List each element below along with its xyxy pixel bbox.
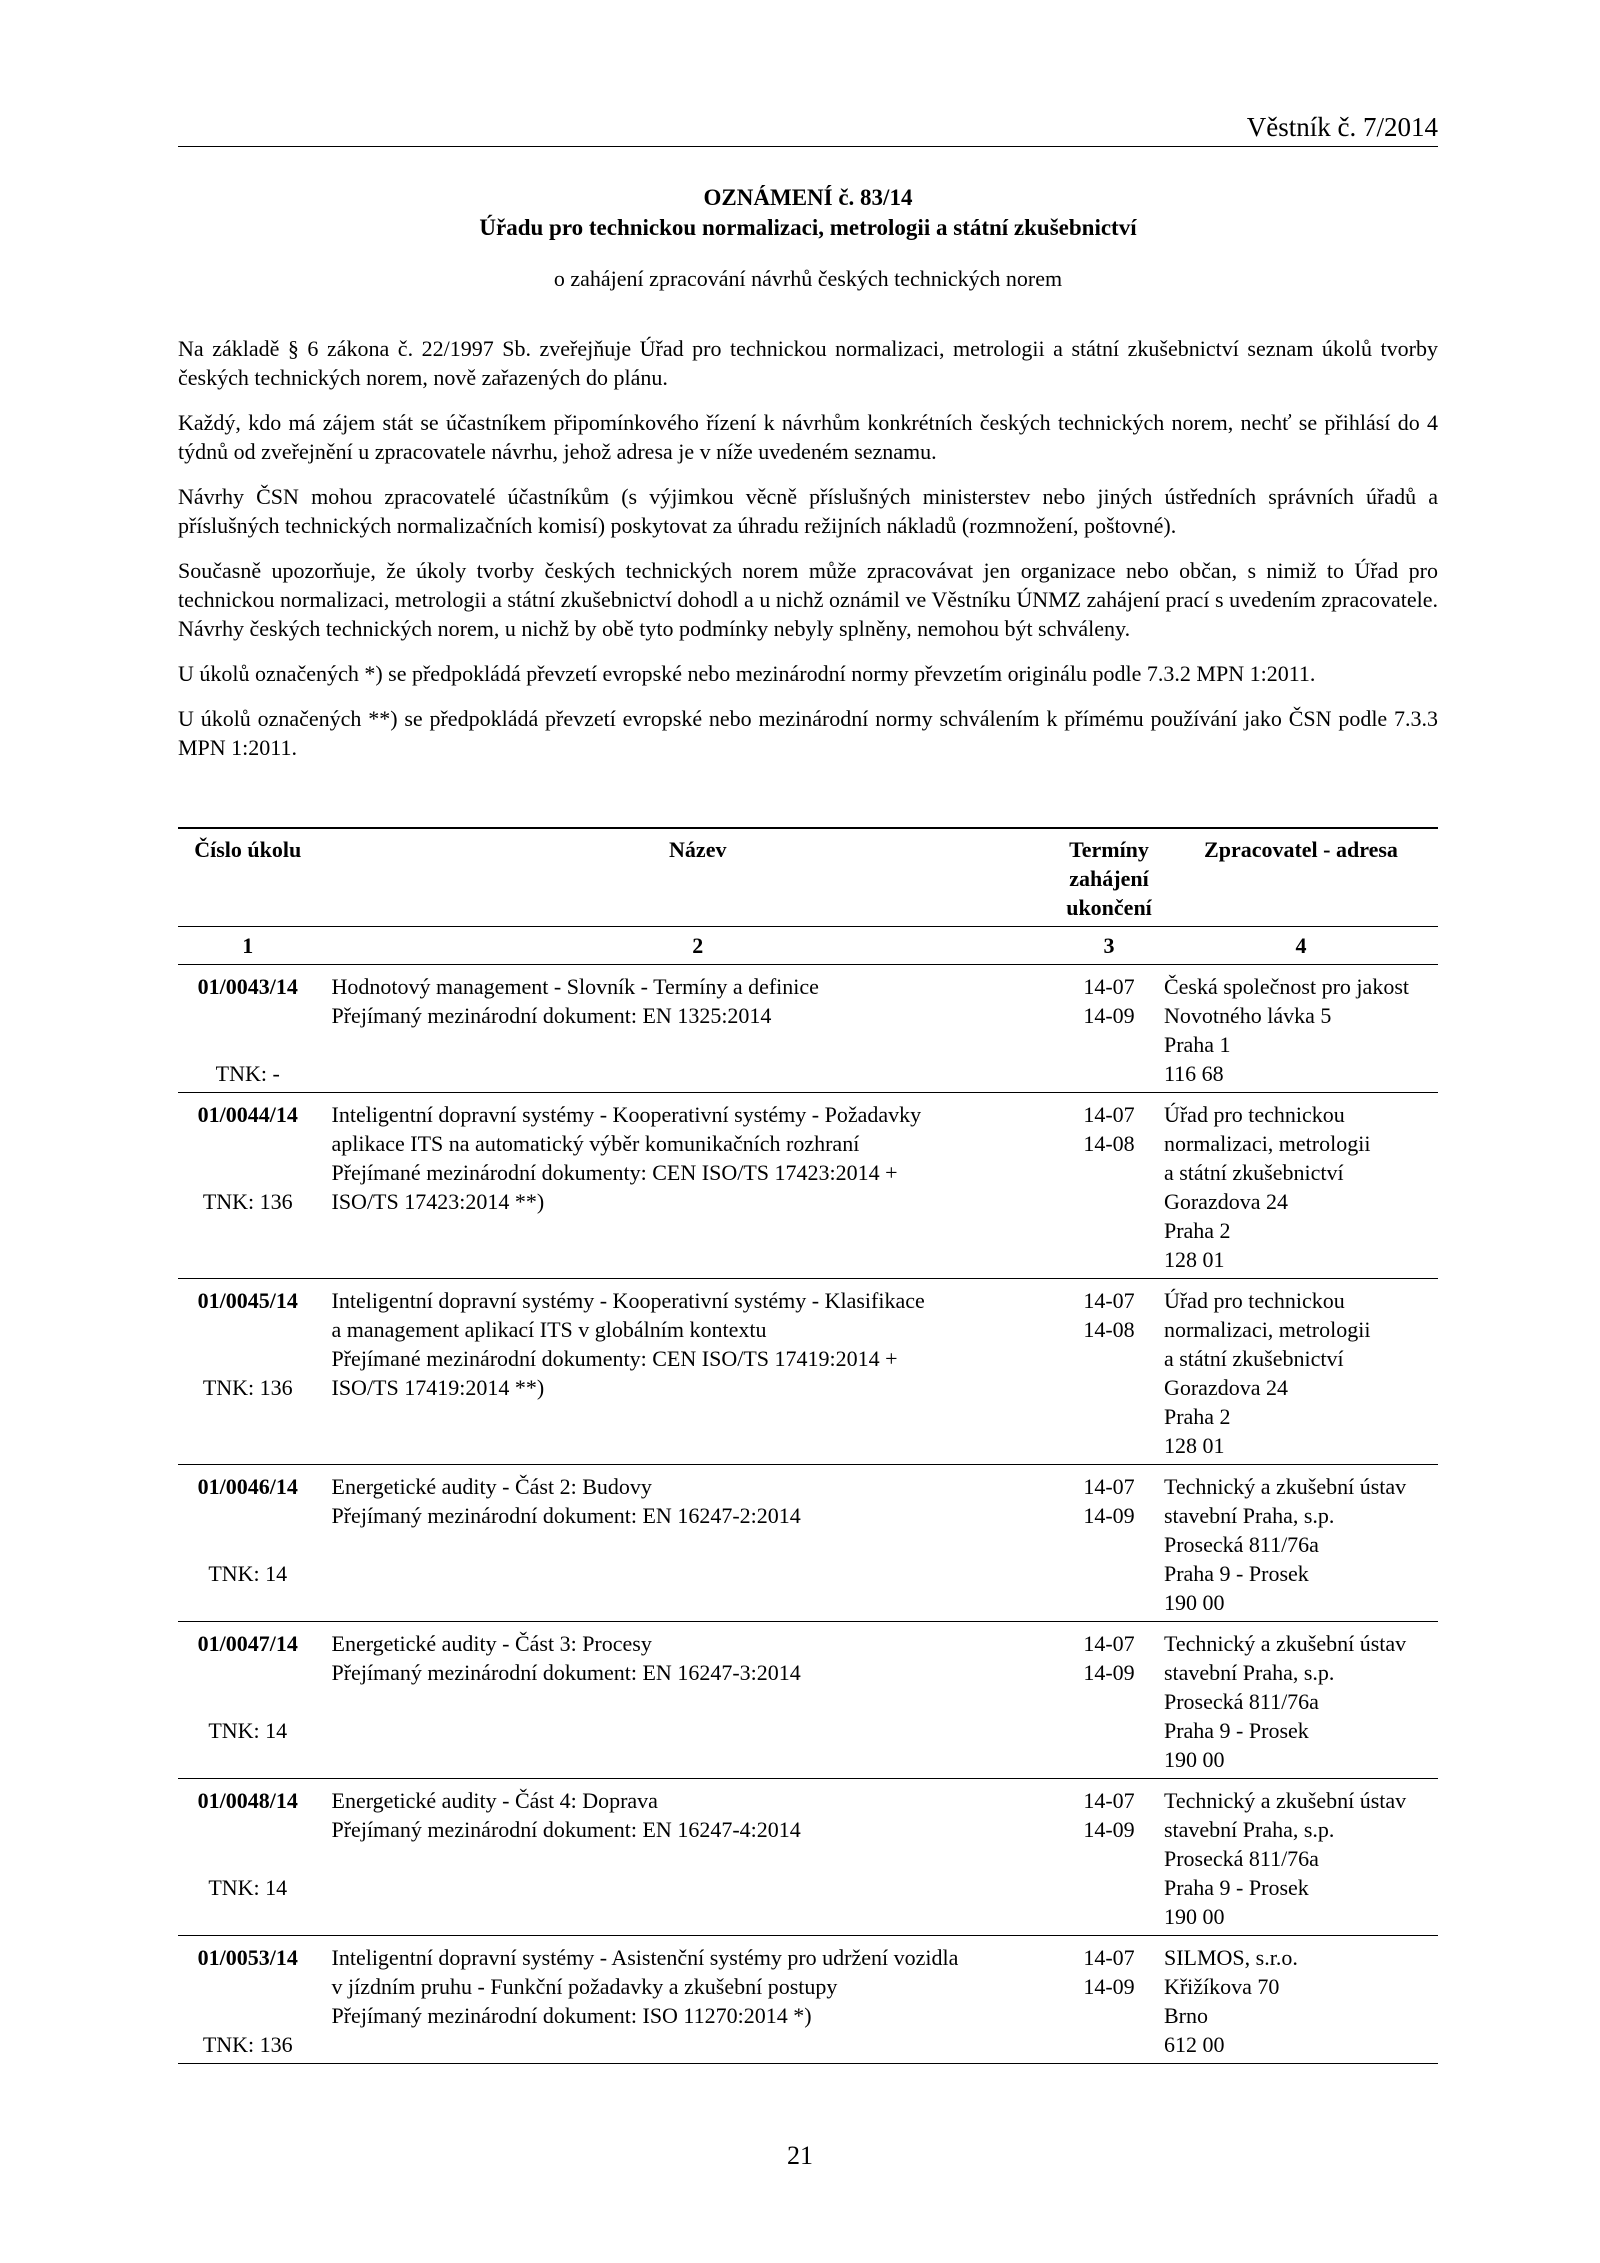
tnk-label: TNK: 14 — [208, 1875, 288, 1900]
header-terms-line: ukončení — [1066, 895, 1152, 920]
page-number: 21 — [787, 2141, 813, 2170]
header-terms-line: Termíny — [1069, 837, 1149, 862]
start-term: 14-07 — [1083, 1945, 1135, 1970]
paragraph: Každý, kdo má zájem stát se účastníkem připomínkového řízení k návrhům konkrétních českých technických norem, nechť se přihlásí do 4 týdnů od zveřejnění u zpracovatele návrhu, jehož adresa je v níže uvedeném seznamu. — [178, 410, 1438, 464]
tnk-label: TNK: 136 — [202, 2032, 293, 2057]
address-line: 128 01 — [1163, 1247, 1225, 1272]
table-row — [178, 965, 1438, 1093]
task-name-cell — [332, 1465, 1065, 1622]
announcement-body — [178, 334, 1438, 778]
task-terms-cell — [1064, 1093, 1154, 1279]
processor-address-cell — [1154, 965, 1438, 1093]
column-number: 4 — [1154, 927, 1438, 965]
task-number-cell — [178, 1279, 332, 1465]
task-name-line: v jízdním pruhu - Funkční požadavky a zkušební postupy — [331, 1974, 838, 1999]
task-name-line: Přejímaný mezinárodní dokument: EN 16247-4:2014 — [331, 1817, 801, 1842]
processor-address-cell — [1154, 1779, 1438, 1936]
task-name-line: Přejímaný mezinárodní dokument: EN 16247-3:2014 — [331, 1660, 801, 1685]
header-processor-address: Zpracovatel - adresa — [1154, 828, 1438, 927]
tnk-label: TNK: 136 — [202, 1375, 293, 1400]
address-line: SILMOS, s.r.o. — [1163, 1945, 1298, 1970]
address-line: 128 01 — [1163, 1433, 1225, 1458]
task-number-cell — [178, 1465, 332, 1622]
paragraph: U úkolů označených **) se předpokládá převzetí evropské nebo mezinárodní normy schválením k přímému používání jako ČSN podle 7.3.3 MPN 1:2011. — [178, 706, 1438, 760]
table-row — [178, 1779, 1438, 1936]
start-term: 14-07 — [1083, 1631, 1135, 1656]
address-line: Úřad pro technickou — [1163, 1102, 1345, 1127]
end-term: 14-08 — [1083, 1131, 1135, 1156]
task-name-cell — [332, 1279, 1065, 1465]
processor-address-cell — [1154, 1093, 1438, 1279]
header-rule — [178, 146, 1438, 147]
column-number: 1 — [178, 927, 332, 965]
tnk-label: TNK: 14 — [208, 1561, 288, 1586]
task-name-line: Přejímané mezinárodní dokumenty: CEN ISO/TS 17419:2014 + — [331, 1346, 898, 1371]
header-terms-line: zahájení — [1069, 866, 1149, 891]
paragraph: Současně upozorňuje, že úkoly tvorby českých technických norem může zpracovávat jen organizace nebo občan, s nimiž to Úřad pro technickou normalizaci, metrologii a státní zkušebnictví dohodl a u nichž oznámil ve Věstníku ÚNMZ zahájení prací s uvedením zpracovatele. Návrhy českých technických norem, u nichž by obě tyto podmínky nebyly splněny, nemohou být schváleny. — [178, 558, 1438, 641]
issuing-office: Úřadu pro technickou normalizaci, metrologii a státní zkušebnictví — [479, 215, 1137, 240]
task-number-cell — [178, 965, 332, 1093]
end-term: 14-09 — [1083, 1660, 1135, 1685]
start-term: 14-07 — [1083, 1102, 1135, 1127]
processor-address-cell — [1154, 1465, 1438, 1622]
address-line: normalizaci, metrologii — [1163, 1317, 1371, 1342]
task-name-cell — [332, 1936, 1065, 2064]
start-term: 14-07 — [1083, 1788, 1135, 1813]
paragraph: Na základě § 6 zákona č. 22/1997 Sb. zveřejňuje Úřad pro technickou normalizaci, metrologii a státní zkušebnictví seznam úkolů tvorby českých technických norem, nově zařazených do plánu. — [178, 336, 1438, 390]
announcement-title — [178, 183, 1438, 294]
end-term: 14-09 — [1083, 1817, 1135, 1842]
task-terms-cell — [1064, 1622, 1154, 1779]
task-terms-cell — [1064, 1936, 1154, 2064]
address-line: Gorazdova 24 — [1163, 1375, 1288, 1400]
address-line: 190 00 — [1163, 1747, 1225, 1772]
task-number: 01/0043/14 — [197, 974, 298, 999]
task-name-line: Přejímaný mezinárodní dokument: ISO 11270:2014 *) — [331, 2003, 812, 2028]
address-line: Prosecká 811/76a — [1163, 1532, 1319, 1557]
task-name-cell — [332, 965, 1065, 1093]
tasks-table — [178, 827, 1438, 2064]
address-line: Praha 9 - Prosek — [1163, 1875, 1309, 1900]
task-terms-cell — [1064, 1779, 1154, 1936]
tnk-label: TNK: - — [215, 1061, 280, 1086]
task-terms-cell — [1064, 1465, 1154, 1622]
header-terms — [1064, 828, 1154, 927]
address-line: normalizaci, metrologii — [1163, 1131, 1371, 1156]
task-name-line: ISO/TS 17423:2014 **) — [331, 1189, 545, 1214]
task-terms-cell — [1064, 965, 1154, 1093]
address-line: Brno — [1163, 2003, 1208, 2028]
task-number: 01/0046/14 — [197, 1474, 298, 1499]
address-line: stavební Praha, s.p. — [1163, 1660, 1335, 1685]
column-number: 3 — [1064, 927, 1154, 965]
end-term: 14-09 — [1083, 1003, 1135, 1028]
task-name-line: Přejímaný mezinárodní dokument: EN 16247-2:2014 — [331, 1503, 801, 1528]
task-name-line: Energetické audity - Část 2: Budovy — [331, 1474, 652, 1499]
paragraph: Návrhy ČSN mohou zpracovatelé účastníkům (s výjimkou věcně příslušných ministerstev nebo jiných ústředních správních úřadů a příslušných technických normalizačních komisí) poskytovat za úhradu režijních nákladů (rozmnožení, poštovné). — [178, 484, 1438, 538]
start-term: 14-07 — [1083, 1288, 1135, 1313]
task-number: 01/0053/14 — [197, 1945, 298, 1970]
address-line: stavební Praha, s.p. — [1163, 1817, 1335, 1842]
journal-issue: Věstník č. 7/2014 — [1246, 112, 1438, 142]
address-line: 116 68 — [1163, 1061, 1224, 1086]
announcement-subject: o zahájení zpracování návrhů českých technických norem — [553, 266, 1063, 291]
end-term: 14-08 — [1083, 1317, 1135, 1342]
table-row — [178, 1936, 1438, 2064]
table-row — [178, 1279, 1438, 1465]
column-number: 2 — [332, 927, 1065, 965]
address-line: Křižíkova 70 — [1163, 1974, 1280, 1999]
address-line: Novotného lávka 5 — [1163, 1003, 1332, 1028]
header-task-number: Číslo úkolu — [178, 828, 332, 927]
address-line: Prosecká 811/76a — [1163, 1689, 1319, 1714]
address-line: Praha 1 — [1163, 1032, 1231, 1057]
address-line: 612 00 — [1163, 2032, 1225, 2057]
table-column-numbers-row — [178, 927, 1438, 965]
address-line: stavební Praha, s.p. — [1163, 1503, 1335, 1528]
task-number: 01/0048/14 — [197, 1788, 298, 1813]
task-number: 01/0044/14 — [197, 1102, 298, 1127]
start-term: 14-07 — [1083, 1474, 1135, 1499]
address-line: Praha 2 — [1163, 1218, 1231, 1243]
address-line: a státní zkušebnictví — [1163, 1160, 1344, 1185]
address-line: Prosecká 811/76a — [1163, 1846, 1319, 1871]
end-term: 14-09 — [1083, 1974, 1135, 1999]
end-term: 14-09 — [1083, 1503, 1135, 1528]
task-name-cell — [332, 1093, 1065, 1279]
announcement-number: OZNÁMENÍ č. 83/14 — [703, 185, 913, 210]
task-name-line: Přejímané mezinárodní dokumenty: CEN ISO/TS 17423:2014 + — [331, 1160, 898, 1185]
table-row — [178, 1465, 1438, 1622]
task-name-line: ISO/TS 17419:2014 **) — [331, 1375, 545, 1400]
processor-address-cell — [1154, 1936, 1438, 2064]
paragraph: U úkolů označených *) se předpokládá převzetí evropské nebo mezinárodní normy převzetím originálu podle 7.3.2 MPN 1:2011. — [178, 661, 1316, 686]
address-line: Praha 9 - Prosek — [1163, 1718, 1309, 1743]
task-name-cell — [332, 1622, 1065, 1779]
address-line: Gorazdova 24 — [1163, 1189, 1288, 1214]
address-line: 190 00 — [1163, 1590, 1225, 1615]
task-number-cell — [178, 1779, 332, 1936]
address-line: Praha 9 - Prosek — [1163, 1561, 1309, 1586]
task-name-line: a management aplikací ITS v globálním kontextu — [331, 1317, 767, 1342]
task-number-cell — [178, 1622, 332, 1779]
task-terms-cell — [1064, 1279, 1154, 1465]
task-number: 01/0045/14 — [197, 1288, 298, 1313]
address-line: Česká společnost pro jakost — [1163, 974, 1409, 999]
address-line: 190 00 — [1163, 1904, 1225, 1929]
task-name-line: Energetické audity - Část 4: Doprava — [331, 1788, 658, 1813]
task-number-cell — [178, 1093, 332, 1279]
address-line: Technický a zkušební ústav — [1163, 1788, 1407, 1813]
task-name-line: Inteligentní dopravní systémy - Kooperativní systémy - Požadavky — [331, 1102, 922, 1127]
table-header-row — [178, 828, 1438, 927]
task-name-line: Inteligentní dopravní systémy - Asistenční systémy pro udržení vozidla — [331, 1945, 959, 1970]
tnk-label: TNK: 14 — [208, 1718, 288, 1743]
table-row — [178, 1093, 1438, 1279]
processor-address-cell — [1154, 1279, 1438, 1465]
task-name-line: aplikace ITS na automatický výběr komunikačních rozhraní — [331, 1131, 860, 1156]
table-body — [178, 965, 1438, 2064]
task-number: 01/0047/14 — [197, 1631, 298, 1656]
task-name-line: Inteligentní dopravní systémy - Kooperativní systémy - Klasifikace — [331, 1288, 925, 1313]
address-line: Praha 2 — [1163, 1404, 1231, 1429]
task-name-line: Přejímaný mezinárodní dokument: EN 1325:2014 — [331, 1003, 772, 1028]
header-name: Název — [332, 828, 1065, 927]
address-line: Technický a zkušební ústav — [1163, 1631, 1407, 1656]
address-line: Technický a zkušební ústav — [1163, 1474, 1407, 1499]
task-number-cell — [178, 1936, 332, 2064]
tnk-label: TNK: 136 — [202, 1189, 293, 1214]
task-name-line: Energetické audity - Část 3: Procesy — [331, 1631, 652, 1656]
start-term: 14-07 — [1083, 974, 1135, 999]
processor-address-cell — [1154, 1622, 1438, 1779]
table-row — [178, 1622, 1438, 1779]
address-line: a státní zkušebnictví — [1163, 1346, 1344, 1371]
task-name-line: Hodnotový management - Slovník - Termíny a definice — [331, 974, 819, 999]
address-line: Úřad pro technickou — [1163, 1288, 1345, 1313]
task-name-cell — [332, 1779, 1065, 1936]
